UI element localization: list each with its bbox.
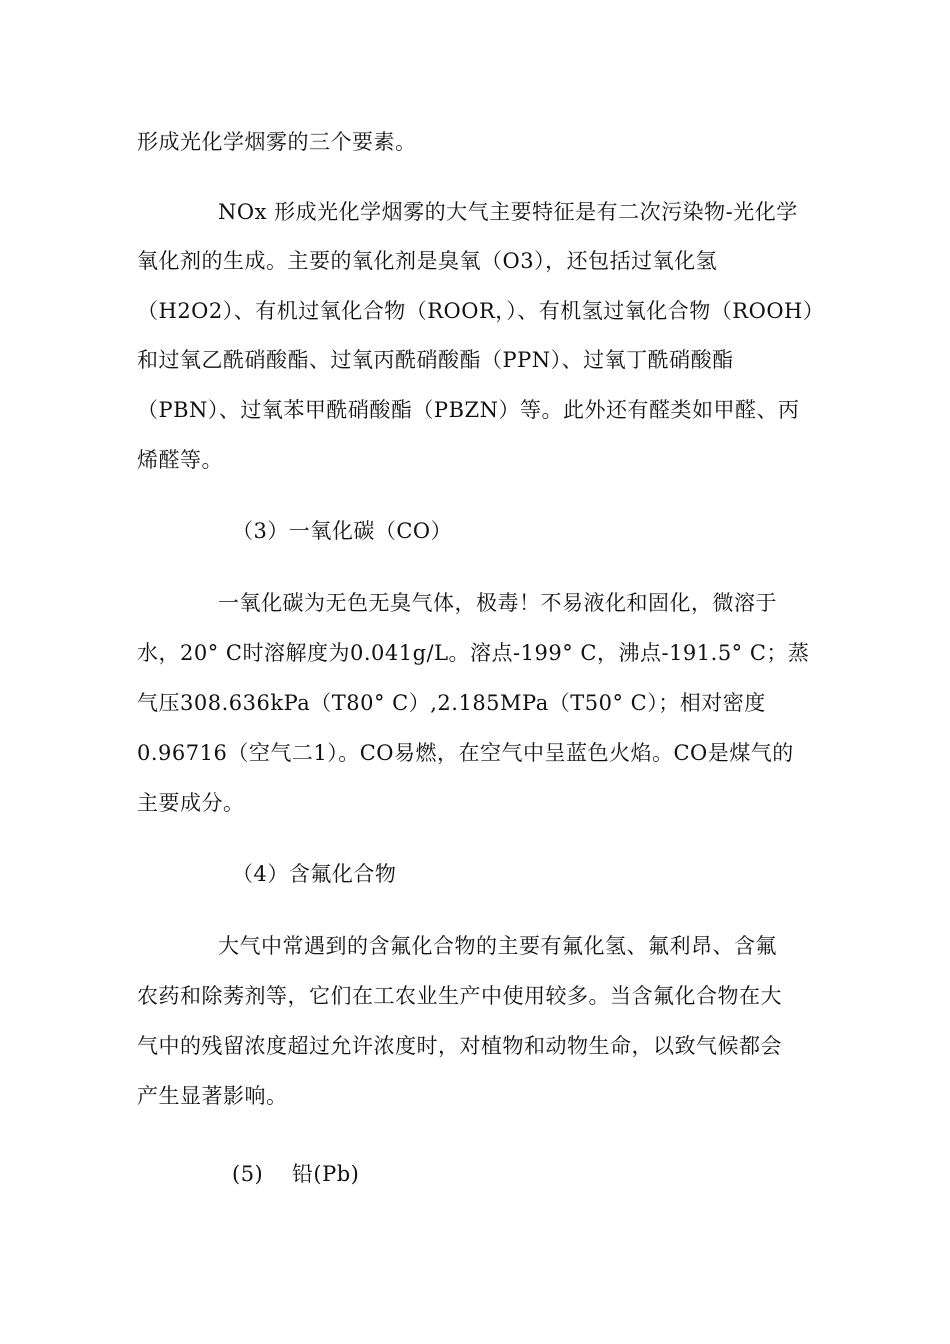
section-heading-lead: (5) 铅(Pb) xyxy=(232,1162,360,1186)
paragraph-line: 一氧化碳为无色无臭气体，极毒！不易液化和固化，微溶于 xyxy=(218,591,777,615)
paragraph-line: 气压308.636kPa（T80° C）,2.185MPa（T50° C）；相对密度 xyxy=(137,691,766,715)
paragraph-line: 主要成分。 xyxy=(137,791,245,815)
paragraph-line: 水，20° C时溶解度为0.041g/L。溶点-199° C，沸点-191.5° C；蒸 xyxy=(137,641,810,665)
paragraph-line: NOx 形成光化学烟雾的大气主要特征是有二次污染物-光化学 xyxy=(218,200,798,224)
paragraph-line: 形成光化学烟雾的三个要素。 xyxy=(137,130,417,154)
paragraph-line: 农药和除莠剂等，它们在工农业生产中使用较多。当含氟化合物在大 xyxy=(137,984,782,1008)
paragraph-line: （H2O2）、有机过氧化合物（ROOR，）、有机氢过氧化合物（ROOH） xyxy=(137,299,825,323)
paragraph-line: 氧化剂的生成。主要的氧化剂是臭氧（O3），还包括过氧化氢 xyxy=(137,249,718,273)
paragraph-line: 产生显著影响。 xyxy=(137,1084,288,1108)
paragraph-line: 和过氧乙酰硝酸酯、过氧丙酰硝酸酯（PPN）、过氧丁酰硝酸酯 xyxy=(137,348,734,372)
paragraph-line: （PBN）、过氧苯甲酰硝酸酯（PBZN）等。此外还有醛类如甲醛、丙 xyxy=(137,398,800,422)
paragraph-line: 0.96716（空气二1）。CO易燃，在空气中呈蓝色火焰。CO是煤气的 xyxy=(137,741,794,765)
section-heading-fluoride: （4）含氟化合物 xyxy=(232,862,397,886)
paragraph-line: 烯醛等。 xyxy=(137,448,223,472)
section-heading-co: （3）一氧化碳（CO） xyxy=(232,519,453,543)
paragraph-line: 气中的残留浓度超过允许浓度时，对植物和动物生命，以致气候都会 xyxy=(137,1034,782,1058)
paragraph-line: 大气中常遇到的含氟化合物的主要有氟化氢、氟利昂、含氟 xyxy=(218,934,777,958)
